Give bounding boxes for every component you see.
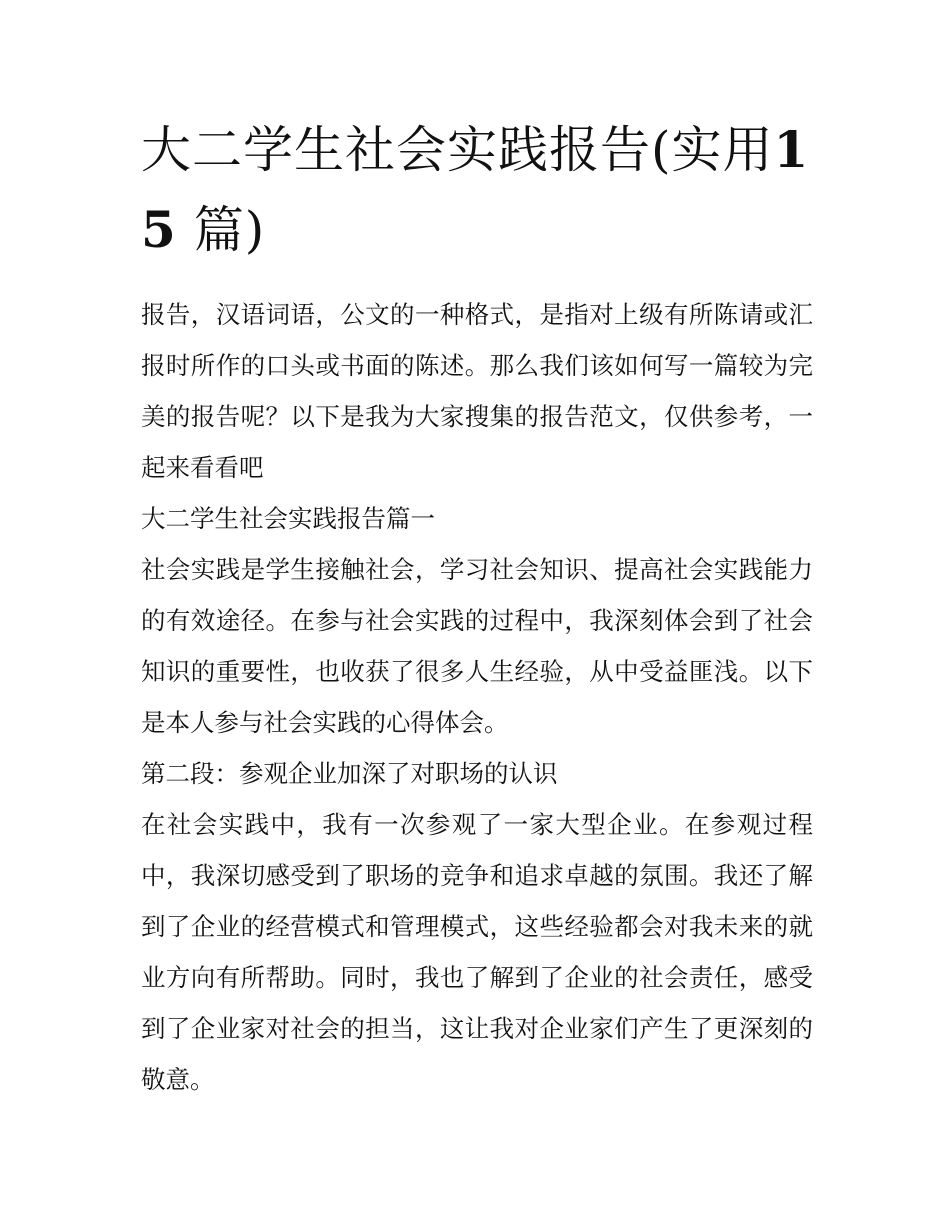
- document-title-text: 大二学生社会实践报告(实用: [141, 121, 774, 179]
- document-body: [141, 289, 813, 1105]
- body-paragraph: 社会实践是学生接触社会，学习社会知识、提高社会实践能力的有效途径。在参与社会实践的过程中，我深刻体会到了社会知识的重要性，也收获了很多人生经验，从中受益匪浅。以下是本人参与社会实践的心得体会。: [141, 555, 813, 737]
- document-page: [141, 110, 813, 1105]
- body-paragraph: 在社会实践中，我有一次参观了一家大型企业。在参观过程中，我深切感受到了职场的竞争和追求卓越的氛围。我还了解到了企业的经营模式和管理模式，这些经验都会对我未来的就业方向有所帮助。同时，我也了解到了企业的社会责任，感受到了企业家对社会的担当，这让我对企业家们产生了更深刻的敬意。: [141, 810, 813, 1094]
- document-title-number: 15: [141, 120, 810, 259]
- section-heading-second-paragraph: 第二段：参观企业加深了对职场的认识: [141, 759, 558, 788]
- section-heading-part-one: 大二学生社会实践报告篇一: [141, 504, 435, 533]
- intro-paragraph: 报告，汉语词语，公文的一种格式，是指对上级有所陈请或汇报时所作的口头或书面的陈述。那么我们该如何写一篇较为完美的报告呢？以下是我为大家搜集的报告范文，仅供参考，一起来看看吧: [141, 300, 813, 482]
- document-title-suffix: 篇): [176, 201, 266, 259]
- document-title: [141, 110, 813, 270]
